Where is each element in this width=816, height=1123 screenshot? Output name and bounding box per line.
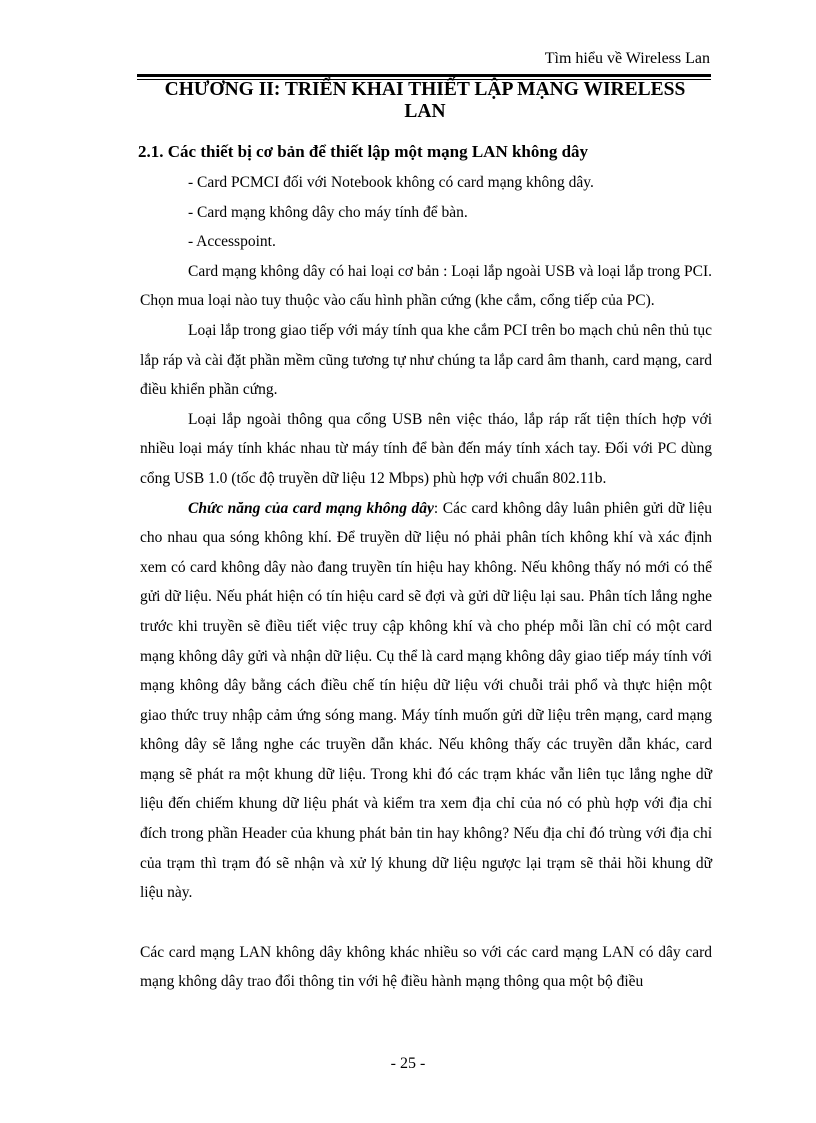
section-heading: 2.1. Các thiết bị cơ bản để thiết lập một mạng LAN không dây xyxy=(138,142,589,161)
bullet-item-accesspoint: - Accesspoint. xyxy=(188,233,276,251)
paragraph-wireless-vs-wired: Các card mạng LAN không dây không khác nhiều so với các card mạng LAN có dây card mạng không dây trao đổi thông tin với hệ điều hành mạng thông qua một bộ điều xyxy=(140,943,712,991)
card-function-term: Chức năng của card mạng không dây xyxy=(188,499,434,517)
body-text xyxy=(140,168,712,997)
card-function-text: : Các card không dây luân phiên gửi dữ liệu cho nhau qua sóng không khí. Để truyền dữ liệu nó phải phân tích không khí và xác định xem có card không dây nào đang truyền tín hiệu hay không. Nếu không thấy nó mới có thể gửi dữ liệu. Nếu phát hiện có tín hiệu card sẽ đợi và gửi dữ liệu lại sau. Phân tích lắng nghe trước khi truyền sẽ điều tiết việc truy cập không khí và cho phép mỗi lần chỉ có một card mạng không dây gửi và nhận dữ liệu. Cụ thể là card mạng không dây giao tiếp máy tính với mạng không dây bằng cách điều chế tín hiệu dữ liệu với chuỗi trải phổ và thực hiện một giao thức truy nhập cảm ứng sóng mang. Máy tính muốn gửi dữ liệu trên mạng, card mạng không dây sẽ lắng nghe các truyền dẫn khác. Nếu không thấy các truyền dẫn khác, card mạng sẽ phát ra một khung dữ liệu. Trong khi đó các trạm khác vẫn liên tục lắng nghe dữ liệu đến chiếm khung dữ liệu phát và kiểm tra xem địa chỉ của nó có phù hợp với địa chỉ đích trong phần Header của khung phát bản tin hay không? Nếu địa chỉ đó trùng với địa chỉ của trạm thì trạm đó sẽ nhận và xử lý khung dữ liệu ngược lại trạm sẽ thải hồi khung dữ liệu này. xyxy=(140,499,712,902)
bullet-item-desktop-card: - Card mạng không dây cho máy tính để bàn. xyxy=(188,203,468,221)
paragraph-internal-card: Loại lắp trong giao tiếp với máy tính qua khe cắm PCI trên bo mạch chủ nên thủ tục lắp ráp và cài đặt phần mềm cũng tương tự như chúng ta lắp card âm thanh, card mạng, card điều khiển phần cứng. xyxy=(140,321,712,399)
paragraph-gap xyxy=(140,908,712,938)
page-number: - 25 - xyxy=(390,1055,426,1072)
chapter-title: CHƯƠNG II: TRIỂN KHAI THIẾT LẬP MẠNG WIRELESS LAN xyxy=(164,79,686,122)
paragraph-external-card: Loại lắp ngoài thông qua cổng USB nên việc tháo, lắp ráp rất tiện thích hợp với nhiều loại máy tính khác nhau từ máy tính để bàn đến máy tính xách tay. Đối với PC dùng cổng USB 1.0 (tốc độ truyền dữ liệu 12 Mbps) phù hợp với chuẩn 802.11b. xyxy=(140,410,712,487)
bullet-item-pcmci: - Card PCMCI đối với Notebook không có card mạng không dây. xyxy=(188,174,594,191)
header-rule-thick xyxy=(137,74,711,77)
paragraph-card-function xyxy=(140,494,712,908)
paragraph-card-types: Card mạng không dây có hai loại cơ bản : Loại lắp ngoài USB và loại lắp trong PCI. Chọn mua loại nào tuy thuộc vào cấu hình phần cứng (khe cắm, cổng tiếp của PC). xyxy=(140,262,712,310)
running-header: Tìm hiểu về Wireless Lan xyxy=(544,50,710,67)
